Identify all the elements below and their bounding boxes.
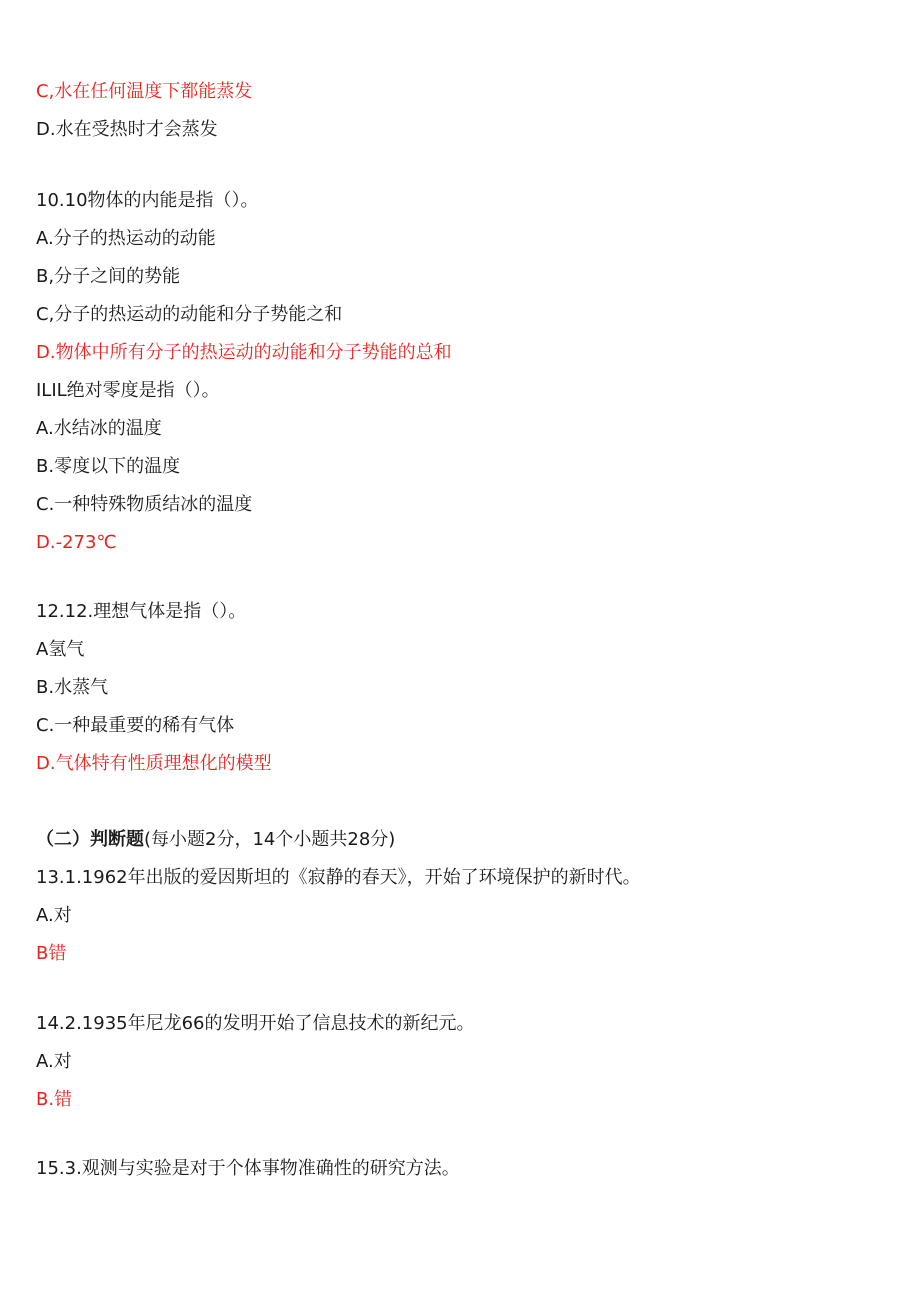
q11-option-b: B.零度以下的温度 bbox=[36, 456, 181, 477]
q13-option-a: A.对 bbox=[36, 905, 72, 926]
q10-option-c: C,分子的热运动的动能和分子势能之和 bbox=[36, 304, 343, 325]
q14-option-a: A.对 bbox=[36, 1051, 72, 1072]
q10-option-b: B,分子之间的势能 bbox=[36, 266, 181, 287]
q10-question: 10.10物体的内能是指（）。 bbox=[36, 190, 259, 211]
section-title: （二）判断题 bbox=[36, 829, 144, 850]
q11-option-a: A.水结冰的温度 bbox=[36, 418, 162, 439]
q12-option-c: C.一种最重要的稀有气体 bbox=[36, 715, 235, 736]
q9-option-d: D.水在受热时才会蒸发 bbox=[36, 119, 218, 140]
section-heading bbox=[36, 828, 395, 852]
q14-question: 14.2.1935年尼龙66的发明开始了信息技术的新纪元。 bbox=[36, 1013, 475, 1034]
q9-option-c: C,水在任何温度下都能蒸发 bbox=[36, 81, 253, 102]
q11-option-c: C.一种特殊物质结冰的温度 bbox=[36, 494, 253, 515]
q12-question: 12.12.理想气体是指（）。 bbox=[36, 601, 247, 622]
q13-question: 13.1.1962年出版的爱因斯坦的《寂静的春天》，开始了环境保护的新时代。 bbox=[36, 867, 641, 888]
q12-option-b: B.水蒸气 bbox=[36, 677, 109, 698]
q15-question: 15.3.观测与实验是对于个体事物准确性的研究方法。 bbox=[36, 1158, 460, 1179]
q11-option-d: D.-273℃ bbox=[36, 532, 117, 553]
section-note: (每小题2分，14个小题共28分) bbox=[144, 829, 396, 850]
q10-option-a: A.分子的热运动的动能 bbox=[36, 228, 216, 249]
q11-question: ILIL绝对零度是指（）。 bbox=[36, 380, 220, 401]
q10-option-d: D.物体中所有分子的热运动的动能和分子势能的总和 bbox=[36, 342, 452, 363]
q12-option-d: D.气体特有性质理想化的模型 bbox=[36, 753, 272, 774]
q13-option-b: B错 bbox=[36, 943, 67, 964]
q14-option-b: B.错 bbox=[36, 1089, 73, 1110]
q12-option-a: A氢气 bbox=[36, 639, 85, 660]
